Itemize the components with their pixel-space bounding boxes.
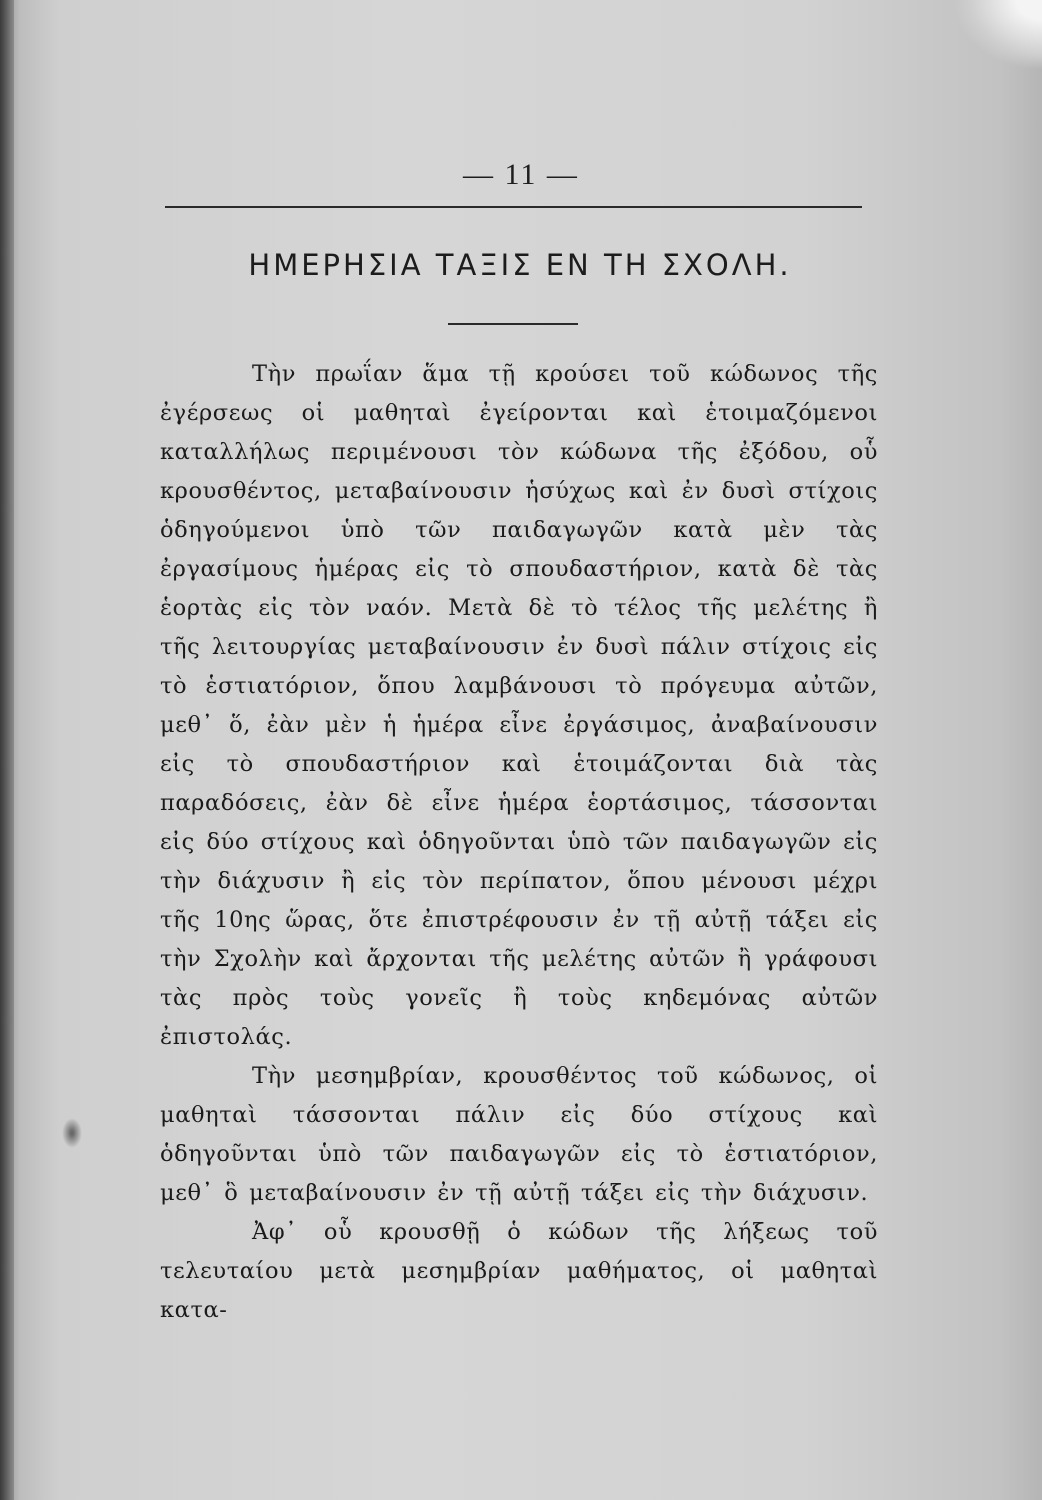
ink-smudge [62,1118,82,1148]
paragraph-afternoon: Ἀφ᾽ οὗ κρουσθῇ ὁ κώδων τῆς λήξεως τοῦ τελευταίου μετὰ μεσημβρίαν μαθήματος, οἱ μαθηταὶ κατα- [160,1219,878,1323]
section-heading: ΗΜΕΡΗΣΙΑ ΤΑΞΙΣ ΕΝ ΤΗ ΣΧΟΛΗ. [248,248,792,282]
body-text [160,355,878,1330]
book-spine-shadow [0,0,14,1500]
header-rule [165,206,862,208]
page-number: — 11 — [463,158,579,191]
page-corner-fold [952,0,1042,70]
heading-underline [448,323,578,325]
paragraph-noon: Τὴν μεσημβρίαν, κρουσθέντος τοῦ κώδωνος, οἱ μαθηταὶ τάσσονται πάλιν εἰς δύο στίχους καὶ ὁδηγοῦνται ὑπὸ τῶν παιδαγωγῶν εἰς τὸ ἑστιατόριον, μεθ᾽ ὃ μεταβαίνουσιν ἐν τῇ αὐτῇ τάξει εἰς τὴν διάχυσιν. [160,1063,878,1206]
paragraph-morning: Τὴν πρωΐαν ἅμα τῇ κρούσει τοῦ κώδωνος τῆς ἐγέρσεως οἱ μαθηταὶ ἐγείρονται καὶ ἑτοιμαζόμενοι καταλλήλως περιμένουσι τὸν κώδωνα τῆς ἐξόδου, οὗ κρουσθέντος, μεταβαίνουσιν ἡσύχως καὶ ἐν δυσὶ στίχοις ὁδηγούμενοι ὑπὸ τῶν παιδαγωγῶν κατὰ μὲν τὰς ἐργασίμους ἡμέρας εἰς τὸ σπουδαστήριον, κατὰ δὲ τὰς ἑορτὰς εἰς τὸν ναόν. Μετὰ δὲ τὸ τέλος τῆς μελέτης ἢ τῆς λειτουργίας μεταβαίνουσιν ἐν δυσὶ πάλιν στίχοις εἰς τὸ ἑστιατόριον, ὅπου λαμβάνουσι τὸ πρόγευμα αὐτῶν, μεθ᾽ ὅ, ἐὰν μὲν ἡ ἡμέρα εἶνε ἐργάσιμος, ἀναβαίνουσιν εἰς τὸ σπουδαστήριον καὶ ἑτοιμάζονται διὰ τὰς παραδόσεις, ἐὰν δὲ εἶνε ἡμέρα ἑορτάσιμος, τάσσονται εἰς δύο στίχους καὶ ὁδηγοῦνται ὑπὸ τῶν παιδαγωγῶν εἰς τὴν διάχυσιν ἢ εἰς τὸν περίπατον, ὅπου μένουσι μέχρι τῆς 10ης ὥρας, ὅτε ἐπιστρέφουσιν ἐν τῇ αὐτῇ τάξει εἰς τὴν Σχολὴν καὶ ἄρχονται τῆς μελέτης αὐτῶν ἢ γράφουσι τὰς πρὸς τοὺς γονεῖς ἢ τοὺς κηδεμόνας αὐτῶν ἐπιστολάς. [160,361,878,1050]
